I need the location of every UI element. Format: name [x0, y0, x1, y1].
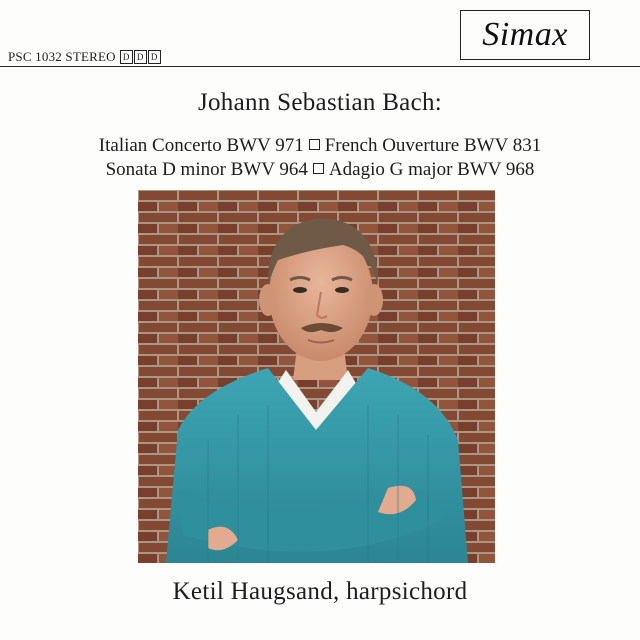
brand-name: Simax [482, 16, 568, 53]
work-adagio: Adagio G major BWV 968 [328, 159, 535, 180]
works-line-2 [0, 158, 640, 182]
work-sonata: Sonata D minor BWV 964 [105, 159, 308, 180]
simax-logo [460, 10, 590, 60]
catalog-line [8, 49, 162, 65]
ddd-box-1: D [120, 50, 133, 64]
ddd-code [120, 50, 162, 64]
separator-square [309, 139, 320, 150]
artist-credit: Ketil Haugsand, harpsichord [172, 578, 468, 605]
catalog-number: PSC 1032 STEREO [8, 49, 116, 64]
works-line-1 [0, 134, 640, 158]
work-french-ouverture: French Ouverture BWV 831 [324, 135, 542, 156]
composer-title: Johann Sebastian Bach: [197, 89, 443, 116]
separator-square [313, 163, 324, 174]
ddd-box-3: D [148, 50, 161, 64]
header-rule [0, 66, 640, 67]
ddd-box-2: D [134, 50, 147, 64]
works-list [0, 134, 640, 182]
work-italian-concerto: Italian Concerto BWV 971 [98, 135, 304, 156]
artist-photo [138, 190, 495, 563]
